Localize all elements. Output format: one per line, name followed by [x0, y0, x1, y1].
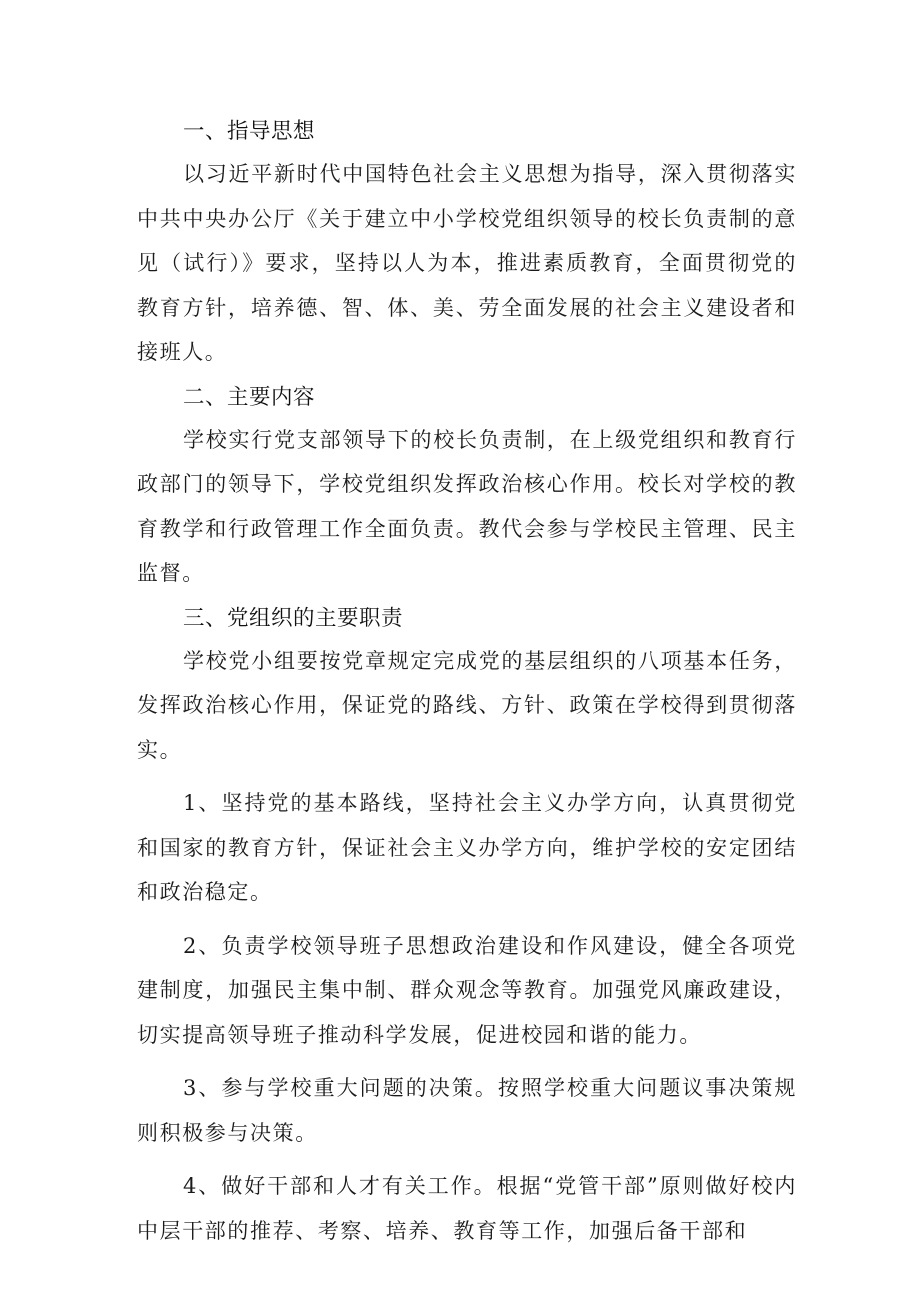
paragraph-guiding-ideology: 以习近平新时代中国特色社会主义思想为指导，深入贯彻落实中共中央办公厅《关于建立中小学校党组织领导的校长负责制的意见（试行）》要求，坚持以人为本，推进素质教育，全面贯彻党的教育方针，培养德、智、体、美、劳全面发展的社会主义建设者和接班人。 [137, 162, 797, 364]
list-item-duty-4: 4、做好干部和人才有关工作。根据“党管干部”原则做好校内中层干部的推荐、考察、培养、教育等工作，加强后备干部和 [137, 1174, 797, 1243]
section-heading-main-content: 二、主要内容 [183, 384, 316, 410]
document-body [137, 112, 797, 1262]
list-item-duty-3: 3、参与学校重大问题的决策。按照学校重大问题议事决策规则积极参与决策。 [137, 1076, 797, 1145]
list-item-duty-2: 2、负责学校领导班子思想政治建设和作风建设，健全各项党建制度，加强民主集中制、群众观念等教育。加强党风廉政建设，切实提高领导班子推动科学发展，促进校园和谐的能力。 [137, 933, 797, 1047]
paragraph-party-duties-intro: 学校党小组要按党章规定完成党的基层组织的八项基本任务，发挥政治核心作用，保证党的路线、方针、政策在学校得到贯彻落实。 [137, 648, 797, 762]
section-heading-party-duties: 三、党组织的主要职责 [183, 605, 404, 631]
section-heading-guiding-ideology: 一、指导思想 [183, 119, 316, 144]
list-item-duty-1: 1、坚持党的基本路线，坚持社会主义办学方向，认真贯彻党和国家的教育方针，保证社会主义办学方向，维护学校的安定团结和政治稳定。 [137, 791, 797, 904]
paragraph-main-content: 学校实行党支部领导下的校长负责制，在上级党组织和教育行政部门的领导下，学校党组织发挥政治核心作用。校长对学校的教育教学和行政管理工作全面负责。教代会参与学校民主管理、民主监督。 [137, 427, 797, 585]
